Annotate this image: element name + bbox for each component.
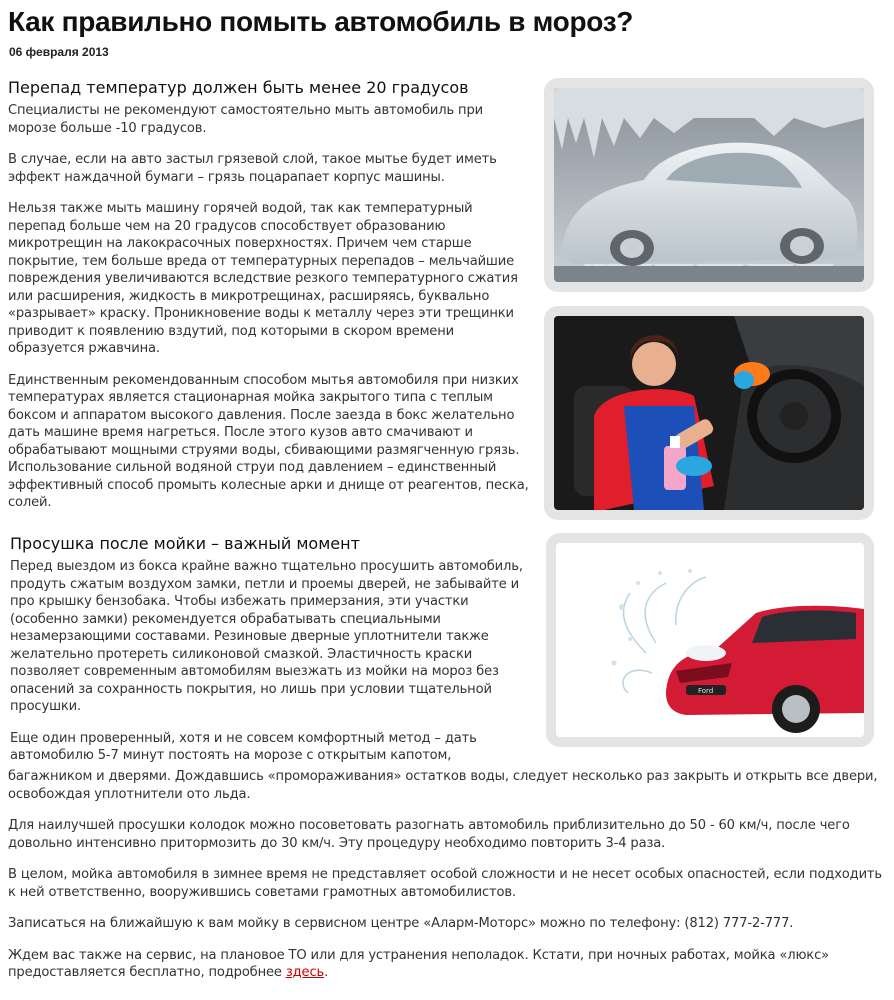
section-2 (10, 534, 535, 765)
section-1-paragraph-2: В случае, если на авто застыл грязевой слой, такое мытье будет иметь эффект наждачной бумаги – грязь поцарапает корпус машины. (8, 152, 497, 185)
section-2-paragraph-2b: багажником и дверями. Дождавшись «промораживания» остатков воды, следует несколько раз закрыть и открыть все двери, освобождая уплотнители ото льда. (8, 769, 878, 802)
section-2-paragraph-4: В целом, мойка автомобиля в зимнее время не представляет особой сложности и не несет особых опасностей, если подходить к ней ответственно, вооружившись советами грамотных автомобилистов. (8, 867, 882, 900)
section-1-paragraph-4: Единственным рекомендованным способом мытья автомобиля при низких температурах является стационарная мойка закрытого типа с теплым боксом и аппаратом высокого давления. После заезда в бокс желательно дать машине время нагреться. После этого кузов авто смачивают и обрабатывают мощными струями воды, сбивающими размягченную грязь. Использование сильной водяной струи под давлением – единственный эффективный способ промыть колесные арки и днище от реагентов, песка, солей. (8, 372, 529, 510)
section-2-paragraph-6-end: . (324, 965, 329, 980)
frozen-car-frame (544, 78, 874, 292)
section-2-paragraph-3: Для наилучшей просушки колодок можно посоветовать разогнать автомобиль приблизительно до 50 - 60 км/ч, после чего довольно интенсивно притормозить до 30 км/ч. Эту процедуру необходимо повторить 3-4 раза. (8, 818, 850, 851)
details-link[interactable]: здесь (285, 965, 325, 980)
page-title: Как правильно помыть автомобиль в мороз? (8, 6, 634, 37)
section-1 (8, 78, 533, 512)
article-date: 06 февраля 2013 (9, 45, 109, 59)
woman-cleaning-car-photo (554, 316, 864, 510)
section-1-paragraph-3: Нельзя также мыть машину горячей водой, так как температурный перепад больше чем на 20 градусов способствует образованию микротрещин на лакокрасочных поверхностях. Причем чем старше покрытие, тем больше вреда от температурных перепадов – мельчайшие повреждения увеличиваются вследствие резкого температурного сжатия или расширения, жидкость в микротрещинах, расширяясь, буквально «разрывает» краску. Проникновение воды к металлу через эти трещинки приводит к появлению вздутий, под которыми в скором времени образуется ржавчина. (8, 201, 518, 356)
frozen-car-photo (554, 88, 864, 282)
red-car-frame (546, 533, 874, 747)
svg-text:Ford: Ford (698, 687, 714, 695)
section-2-heading: Просушка после мойки – важный момент (10, 534, 360, 553)
section-1-paragraph-1: Специалисты не рекомендуют самостоятельно мыть автомобиль при морозе больше -10 градусов. (8, 103, 483, 136)
red-car-splash-photo (556, 543, 864, 737)
section-2-paragraph-5: Записаться на ближайшую к вам мойку в сервисном центре «Аларм-Моторс» можно по телефону: (812) 777-2-777. (8, 916, 794, 931)
section-2-paragraph-1: Перед выездом из бокса крайне важно тщательно просушить автомобиль, продуть сжатым воздухом замки, петли и проемы дверей, не забывайте и про крышку бензобака. Чтобы избежать примерзания, эти участки (особенно замки) рекомендуется обрабатывать специальными незамерзающими составами. Резиновые дверные уплотнители также желательно протереть силиконовой смазкой. Эластичность краски позволяет современным автомобилям выезжать из мойки на мороз без опасений за сохранность покрытия, но лишь при условии тщательной просушки. (10, 559, 523, 714)
section-2-paragraph-6 (8, 947, 888, 982)
woman-cleaning-frame (544, 306, 874, 520)
section-2-paragraph-6-text: Ждем вас также на сервис, на плановое ТО или для устранения неполадок. Кстати, при ночных работах, мойка «люкс» предоставляется бесплатно, подробнее (8, 947, 829, 980)
section-2-continued (8, 768, 888, 982)
section-2-paragraph-2a: Еще один проверенный, хотя и не совсем комфортный метод – дать автомобилю 5-7 минут постоять на морозе с открытым капотом, (10, 730, 477, 763)
section-1-heading: Перепад температур должен быть менее 20 градусов (8, 78, 469, 97)
